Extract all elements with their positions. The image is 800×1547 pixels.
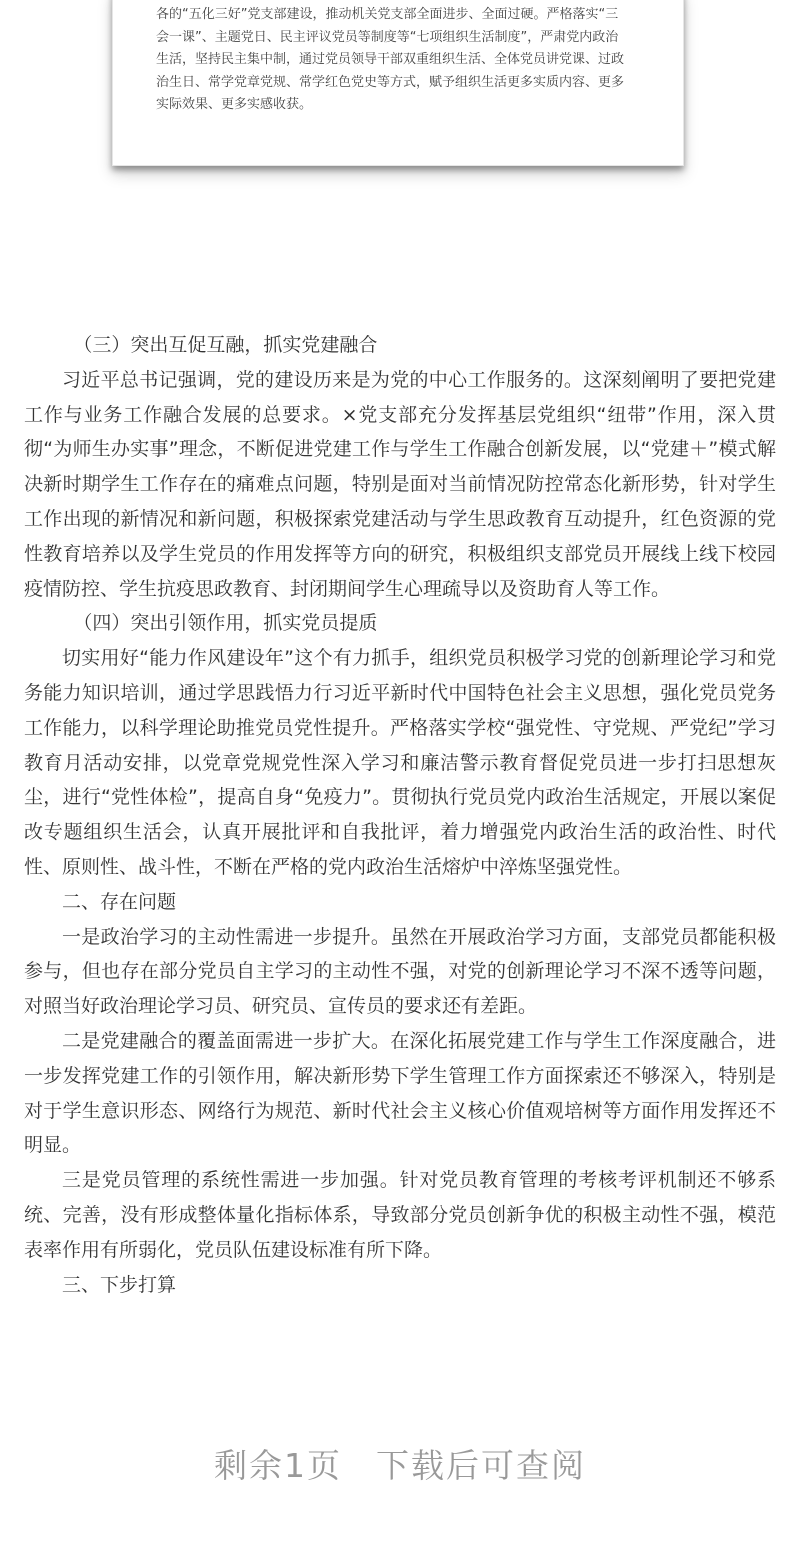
- problem-3-paragraph: 三是党员管理的系统性需进一步加强。针对党员教育管理的考核考评机制还不够系统、完善，没有形成整体量化指标体系，导致部分党员创新争优的积极主动性不强，模范表率作用有所弱化，党员队伍建设标准有所下降。: [24, 1169, 776, 1261]
- download-notice[interactable]: [0, 1440, 800, 1487]
- previous-page-line: 生活，坚持民主集中制，通过党员领导干部双重组织生活、全体党员讲党课、过政: [156, 52, 625, 67]
- part-2-title: 二、存在问题: [62, 890, 177, 913]
- section-3-title: （三）突出互促互融，抓实党建融合: [73, 334, 378, 356]
- previous-page-line: 实际效果、更多实感收获。: [156, 97, 313, 112]
- previous-page-card: [112, 0, 684, 166]
- section-3-paragraph: 习近平总书记强调，党的建设历来是为党的中心工作服务的。这深刻阐明了要把党建工作与业务工作融合发展的总要求。×党支部充分发挥基层党组织“纽带”作用，深入贯彻“为师生办实事”理念，不断促进党建工作与学生工作融合创新发展，以“党建＋”模式解决新时期学生工作存在的痛难点问题，特别是面对当前情况防控常态化新形势，针对学生工作出现的新情况和新问题，积极探索党建活动与学生思政教育互动提升，红色资源的党性教育培养以及学生党员的作用发挥等方向的研究，积极组织支部党员开展线上线下校园疫情防控、学生抗疫思政教育、封闭期间学生心理疏导以及资助育人等工作。: [24, 368, 776, 600]
- problem-1-paragraph: 一是政治学习的主动性需进一步提升。虽然在开展政治学习方面，支部党员都能积极参与，但也存在部分党员自主学习的主动性不强，对党的创新理论学习不深不透等问题，对照当好政治理论学习员、研究员、宣传员的要求还有差距。: [24, 925, 776, 1018]
- section-4-title: （四）突出引领作用，抓实党员提质: [73, 612, 378, 635]
- remaining-pages-label: 剩余1页: [214, 1446, 342, 1485]
- document-body: [24, 328, 776, 1302]
- previous-page-line: 会一课”、主题党日、民主评议党员等制度等“七项组织生活制度”，严肃党内政治: [156, 29, 619, 45]
- previous-page-line: 各的“五化三好”党支部建设，推动机关党支部全面进步、全面过硬。严格落实“三: [156, 7, 619, 22]
- part-3-title: 三、下步打算: [62, 1273, 177, 1296]
- problem-2-paragraph: 二是党建融合的覆盖面需进一步扩大。在深化拓展党建工作与学生工作深度融合，进一步发挥党建工作的引领作用，解决新形势下学生管理工作方面探索还不够深入，特别是对于学生意识形态、网络行为规范、新时代社会主义核心价值观培树等方面作用发挥还不明显。: [24, 1029, 776, 1157]
- previous-page-line: 治生日、常学党章党规、常学红色党史等方式，赋予组织生活更多实质内容、更多: [156, 74, 625, 90]
- section-4-paragraph: 切实用好“能力作风建设年”这个有力抓手，组织党员积极学习党的创新理论学习和党务能力知识培训，通过学思践悟力行习近平新时代中国特色社会主义思想，强化党员党务工作能力，以科学理论助推党员党性提升。严格落实学校“强党性、守党规、严党纪”学习教育月活动安排，以党章党规党性深入学习和廉洁警示教育督促党员进一步打扫思想灰尘，进行“党性体检”，提高自身“免疫力”。贯彻执行党员党内政治生活规定，开展以案促改专题组织生活会，认真开展批评和自我批评，着力增强党内政治生活的政治性、时代性、原则性、战斗性，不断在严格的党内政治生活熔炉中淬炼坚强党性。: [24, 647, 776, 878]
- previous-page-text: [156, 4, 646, 117]
- download-hint-label: 下载后可查阅: [376, 1446, 586, 1485]
